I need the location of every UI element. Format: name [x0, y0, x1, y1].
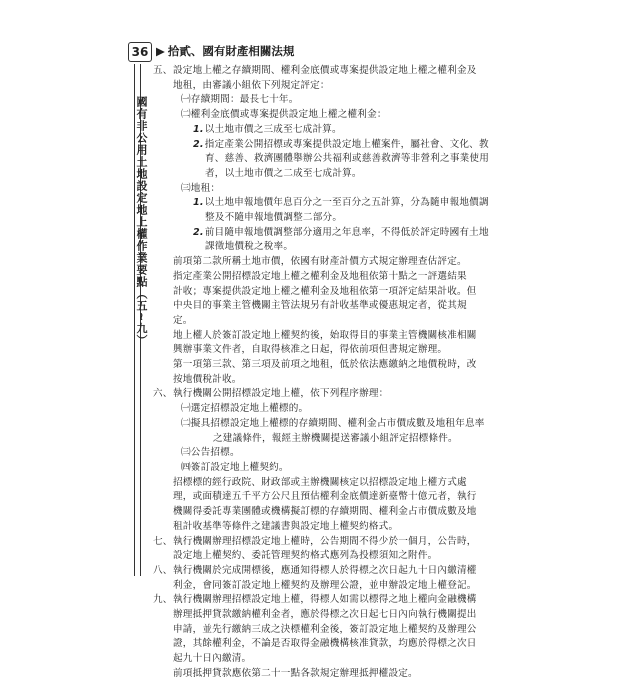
line-text: 申請，並先行繳納三成之決標權利金後，簽訂設定地上權契約及辦理公 [173, 623, 477, 635]
text-line [153, 64, 493, 79]
article-number: 八、 [153, 564, 173, 576]
text-line [153, 314, 493, 329]
text-line [153, 564, 493, 579]
line-text: 前目隨申報地價調整部分適用之年息率，不得低於評定時國有土地 [204, 226, 489, 238]
text-line [153, 373, 493, 388]
article-number: 五、 [153, 65, 173, 76]
text-line [153, 167, 493, 182]
line-text: 指定產業公開招標設定地上權之權利金及地租依第十點之一評選結果 [173, 270, 467, 282]
text-line [153, 270, 493, 285]
text-line [153, 343, 493, 358]
line-text: 證，其餘權利金，不論是否取得金融機構核准貸款，均應於得標之次日 [173, 638, 477, 650]
text-line [153, 226, 493, 241]
line-text: 招標標的經行政院、財政部或主辦機關核定以招標設定地上權方式處 [173, 476, 467, 488]
side-section-title: 國有非公用土地設定地上權作業要點（五∼九） [135, 96, 148, 347]
line-text: ㈠選定招標設定地上權標的。 [181, 403, 309, 415]
text-line [153, 652, 493, 667]
item-number: 2. [193, 138, 204, 150]
text-line [153, 152, 493, 167]
text-line [153, 593, 493, 608]
page-number: 36 [128, 42, 152, 62]
line-text: 計收；專案提供設定地上權之權利金及地租依第一項評定結果計收。但 [173, 285, 477, 297]
header-title-text: 拾貳、國有財產相關法規 [167, 44, 295, 58]
line-text: 育、慈善、救濟團體舉辦公共福利或慈善救濟等非營利之事業使用 [205, 153, 490, 165]
text-line [153, 579, 493, 594]
line-text: 之建議條件，報經主辦機關提送審議小組評定招標條件。 [213, 432, 458, 444]
text-line [153, 432, 493, 447]
line-text: ㈢公告招標。 [181, 447, 240, 459]
text-line [153, 196, 493, 211]
text-line [153, 123, 493, 138]
text-line [153, 255, 493, 270]
line-text: ㈣簽訂設定地上權契約。 [181, 461, 289, 473]
text-line [153, 535, 493, 550]
line-text: 以土地申報地價年息百分之一至百分之五計算，分為隨申報地價調 [204, 197, 489, 209]
text-line [153, 461, 493, 476]
text-line [153, 138, 493, 153]
line-text: 利金，會同簽訂設定地上權契約及辦理公證，並申辦設定地上權登記。 [173, 579, 477, 591]
text-line [153, 285, 493, 300]
line-text: 地上權人於簽訂設定地上權契約後，始取得目的事業主管機關核准相關 [173, 329, 477, 341]
text-line [153, 211, 493, 226]
text-line [153, 299, 493, 314]
text-line [153, 446, 493, 461]
line-text: 執行機關於完成開標後，應通知得標人於得標之次日起九十日內繳清權 [173, 564, 477, 576]
text-line [153, 182, 493, 197]
line-text: 地租，由審議小組依下列規定評定： [173, 79, 330, 91]
text-line [153, 417, 493, 432]
line-text: 課徵地價稅之稅率。 [205, 241, 294, 253]
line-text: 前項抵押貸款應依第二十一點各款規定辦理抵押權設定。 [173, 667, 418, 679]
line-text: ㈡權利金底價或專案提供設定地上權之權利金： [181, 109, 387, 121]
line-text: 指定產業公開招標或專案提供設定地上權案件，屬社會、文化、教 [204, 138, 489, 150]
text-line [153, 608, 493, 623]
text-line [153, 623, 493, 638]
line-text: 興辦事業文件者，自取得核准之日起，得依前項但書規定辦理。 [173, 344, 448, 356]
text-line [153, 476, 493, 491]
item-number: 1. [193, 197, 204, 209]
item-number: 2. [193, 226, 204, 238]
text-line [153, 520, 493, 535]
text-line [153, 329, 493, 344]
line-text: ㈠存續期間：最長七十年。 [181, 94, 299, 106]
article-number: 六、 [153, 388, 173, 400]
text-line [153, 240, 493, 255]
line-text: 設定地上權契約、委託管理契約格式應列為投標須知之附件。 [173, 550, 438, 562]
text-line [153, 93, 493, 108]
line-text: 理，或面積達五千平方公尺且預估權利金底價達新臺幣十億元者，執行 [173, 491, 477, 503]
line-text: 以土地市價之三成至七成計算。 [204, 123, 342, 135]
text-line [153, 79, 493, 94]
article-number: 九、 [153, 594, 173, 606]
item-number: 1. [193, 123, 204, 135]
line-text: 第一項第三款、第三項及前項之地租，低於依法應繳納之地價稅時，改 [173, 359, 477, 371]
line-text: 者，以土地市價之二成至七成計算。 [205, 167, 362, 179]
line-text: 辦理抵押貸款繳納權利金者，應於得標之次日起七日內向執行機關提出 [173, 609, 477, 621]
line-text: 定。 [173, 314, 193, 326]
line-text: 執行機關辦理招標設定地上權，得標人如需以標得之地上權向金融機構 [173, 594, 477, 606]
line-text: 整及不隨申報地價調整二部分。 [205, 212, 343, 224]
text-line [153, 549, 493, 564]
text-line [153, 387, 493, 402]
article-number: 七、 [153, 535, 173, 547]
line-text: ㈡擬具招標設定地上權標的存續期間、權利金占市價成數及地租年息率 [181, 417, 485, 429]
line-text: 按地價稅計收。 [173, 373, 242, 385]
regulation-body [153, 64, 493, 682]
line-text: 前項第二款所稱土地市價，依國有財產計價方式規定辦理查估評定。 [173, 256, 467, 268]
line-text: 執行機關公開招標設定地上權，依下列程序辦理： [173, 388, 389, 400]
running-header [156, 43, 294, 59]
text-line [153, 667, 493, 682]
text-line [153, 108, 493, 123]
line-text: 租計收基準等條件之建議書與設定地上權契約格式。 [173, 520, 399, 532]
line-text: 執行機關辦理招標設定地上權時，公告期間不得少於一個月，公告時， [173, 535, 477, 547]
text-line [153, 490, 493, 505]
line-text: ㈢地租： [181, 182, 221, 194]
arrow-icon: ▶ [156, 44, 165, 58]
text-line [153, 505, 493, 520]
line-text: 起九十日內繳清。 [173, 653, 252, 665]
line-text: 設定地上權之存續期間、權利金底價或專案提供設定地上權之權利金及 [173, 65, 477, 76]
text-line [153, 358, 493, 373]
line-text: 中央目的事業主管機關主管法規另有計收基準或優惠規定者，從其規 [173, 300, 467, 312]
text-line [153, 402, 493, 417]
line-text: 機關得委託專業團體或機構擬訂標的存續期間、權利金占市價成數及地 [173, 506, 477, 518]
